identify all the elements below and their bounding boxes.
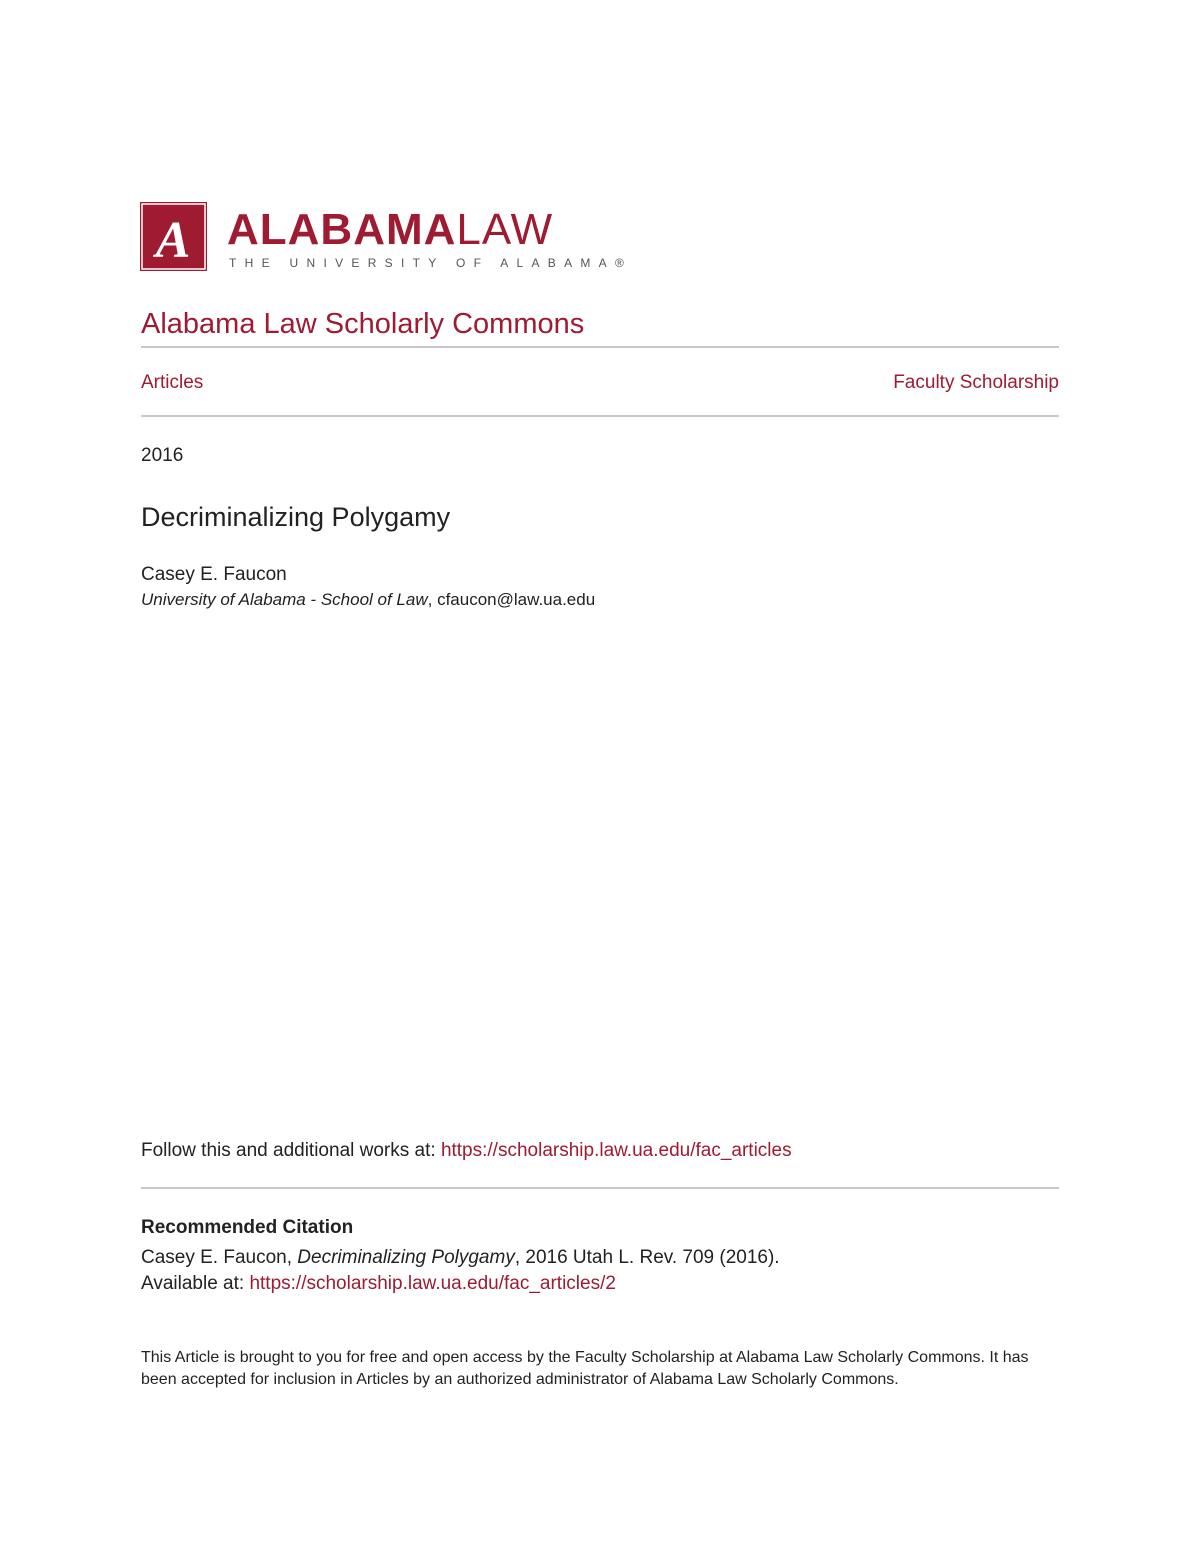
divider <box>141 415 1059 417</box>
access-notice: This Article is brought to you for free and open access by the Faculty Scholarship at Alabama Law Scholarly Commons. It has been accepted for inclusion in Articles by an authorized administrator of Alabama Law Scholarly Commons. <box>141 1349 1029 1388</box>
logo-mark-letter: A <box>155 212 191 269</box>
affiliation-name: University of Alabama - School of Law <box>141 590 428 609</box>
follow-line <box>141 1139 792 1163</box>
article-url-link[interactable]: https://scholarship.law.ua.edu/fac_articles/2 <box>249 1273 616 1294</box>
follow-url-link[interactable]: https://scholarship.law.ua.edu/fac_articles <box>440 1140 792 1161</box>
divider <box>141 346 1059 348</box>
author-name: Casey E. Faucon <box>141 564 287 585</box>
affiliation-separator: , <box>427 590 433 609</box>
logo-wordmark <box>227 206 553 254</box>
alabama-law-logo <box>140 202 633 274</box>
citation-source: , 2016 Utah L. Rev. 709 (2016). <box>514 1247 780 1268</box>
script-a-logo-icon <box>140 202 207 271</box>
logo-subtitle: THE UNIVERSITY OF ALABAMA® <box>229 256 633 270</box>
author-affiliation <box>141 589 595 611</box>
recommended-citation-heading: Recommended Citation <box>141 1217 354 1238</box>
faculty-scholarship-link[interactable]: Faculty Scholarship <box>893 372 1059 393</box>
logo-word-alabama: ALABAMA <box>227 205 457 254</box>
citation-author: Casey E. Faucon, <box>141 1247 298 1268</box>
repository-name[interactable]: Alabama Law Scholarly Commons <box>141 308 585 340</box>
citation-text <box>141 1245 780 1271</box>
follow-text: Follow this and additional works at: <box>141 1140 441 1161</box>
citation-title: Decriminalizing Polygamy <box>297 1247 515 1268</box>
logo-word-law: LAW <box>456 205 554 254</box>
publication-year: 2016 <box>141 445 184 466</box>
article-title: Decriminalizing Polygamy <box>141 502 451 532</box>
divider <box>141 1187 1059 1189</box>
available-label: Available at: <box>141 1273 250 1294</box>
available-at-line <box>141 1271 616 1297</box>
articles-link[interactable]: Articles <box>141 372 204 393</box>
author-email: cfaucon@law.ua.edu <box>437 590 596 609</box>
